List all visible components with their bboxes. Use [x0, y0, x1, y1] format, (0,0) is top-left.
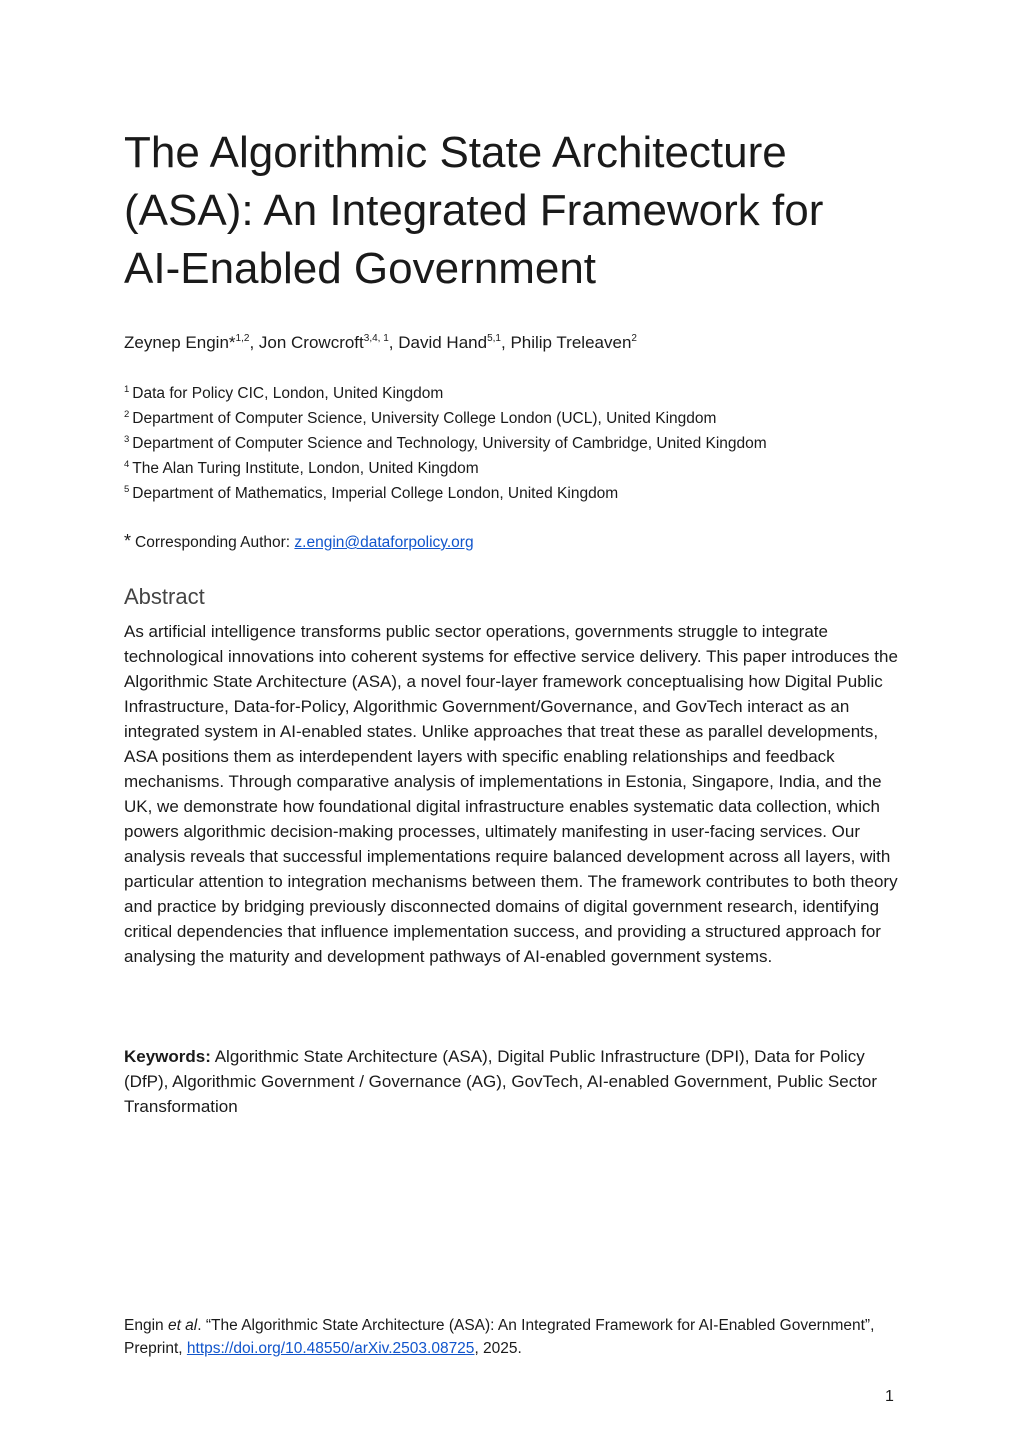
keywords-text: Algorithmic State Architecture (ASA), Digital Public Infrastructure (DPI), Data for Policy (DfP), Algorithmic Government / Governance (AG), GovTech, AI-enabled Government, Public Sector Transformation	[124, 1047, 878, 1116]
author-affiliation-refs: 3,4, 1	[363, 333, 389, 344]
author-separator: ,	[500, 333, 511, 352]
affiliation-text: Department of Computer Science and Technology, University of Cambridge, United Kingdom	[132, 435, 767, 452]
title-line: The Algorithmic State Architecture	[124, 128, 787, 177]
keywords-label: Keywords:	[124, 1047, 211, 1066]
page-number: 1	[885, 1388, 894, 1405]
author-list	[124, 330, 637, 356]
abstract-heading: Abstract	[124, 584, 205, 609]
title-line: (ASA): An Integrated Framework for	[124, 186, 824, 235]
affiliation-list	[124, 381, 767, 506]
corresponding-mark: *	[228, 333, 236, 352]
abstract-body: As artificial intelligence transforms public sector operations, governments struggle to integrate technological innovations into coherent systems for effective service delivery. This paper introduces the Algorithmic State Architecture (ASA), a novel four-layer framework conceptualising how Digital Public Infrastructure, Data-for-Policy, Algorithmic Government/Governance, and GovTech interact as an integrated system in AI-enabled states. Unlike approaches that treat these as parallel developments, ASA positions them as interdependent layers with specific enabling relationships and feedback mechanisms. Through comparative analysis of implementations in Estonia, Singapore, India, and the UK, we demonstrate how foundational digital infrastructure enables systematic data collection, which powers algorithmic decision-making processes, ultimately manifesting in user-facing services. Our analysis reveals that successful implementations require balanced development across all layers, with particular attention to integration mechanisms between them. The framework contributes to both theory and practice by bridging previously disconnected domains of digital government research, identifying critical dependencies that influence implementation success, and providing a structured approach for analysing the maturity and development pathways of AI-enabled government systems.	[124, 622, 898, 966]
affiliation-number: 2	[124, 409, 130, 420]
affiliation-text: Department of Computer Science, University College London (UCL), United Kingdom	[132, 410, 717, 427]
keywords	[124, 1044, 904, 1119]
paper-title	[124, 124, 904, 298]
citation-footer	[124, 1314, 894, 1360]
citation-prefix: Engin	[124, 1317, 168, 1334]
citation-suffix: , 2025.	[474, 1340, 522, 1357]
affiliation-number: 5	[124, 484, 130, 495]
affiliation-text: Department of Mathematics, Imperial College London, United Kingdom	[132, 485, 619, 502]
affiliation-text: Data for Policy CIC, London, United Kingdom	[132, 385, 444, 402]
corresponding-email-link[interactable]: z.engin@dataforpolicy.org	[294, 534, 474, 551]
affiliation-number: 1	[124, 384, 130, 395]
affiliation-item	[124, 381, 767, 406]
affiliation-number: 3	[124, 434, 130, 445]
affiliation-item	[124, 481, 767, 506]
affiliation-item	[124, 456, 767, 481]
affiliation-item	[124, 406, 767, 431]
affiliation-text: The Alan Turing Institute, London, United Kingdom	[132, 460, 479, 477]
citation-etal: et al	[167, 1317, 198, 1334]
author-separator: ,	[388, 333, 399, 352]
author-name: David Hand	[398, 333, 488, 352]
author-name: Jon Crowcroft	[258, 333, 364, 352]
author-name: Philip Treleaven	[510, 333, 632, 352]
corresponding-star: *	[124, 531, 132, 551]
author-separator: ,	[249, 333, 259, 352]
author-affiliation-refs: 5,1	[487, 333, 501, 344]
author-affiliation-refs: 2	[631, 333, 637, 344]
corresponding-author	[124, 529, 474, 555]
citation-middle: . “The Algorithmic State Architecture (ASA): An Integrated Framework for AI-Enabled Government”, Preprint,	[124, 1317, 875, 1357]
author-name: Zeynep Engin	[124, 333, 229, 352]
title-line: AI-Enabled Government	[124, 244, 597, 293]
corresponding-label: Corresponding Author:	[135, 534, 295, 551]
affiliation-item	[124, 431, 767, 456]
author-affiliation-refs: 1,2	[235, 333, 250, 344]
affiliation-number: 4	[124, 459, 130, 470]
citation-doi-link[interactable]: https://doi.org/10.48550/arXiv.2503.08725	[186, 1340, 475, 1357]
